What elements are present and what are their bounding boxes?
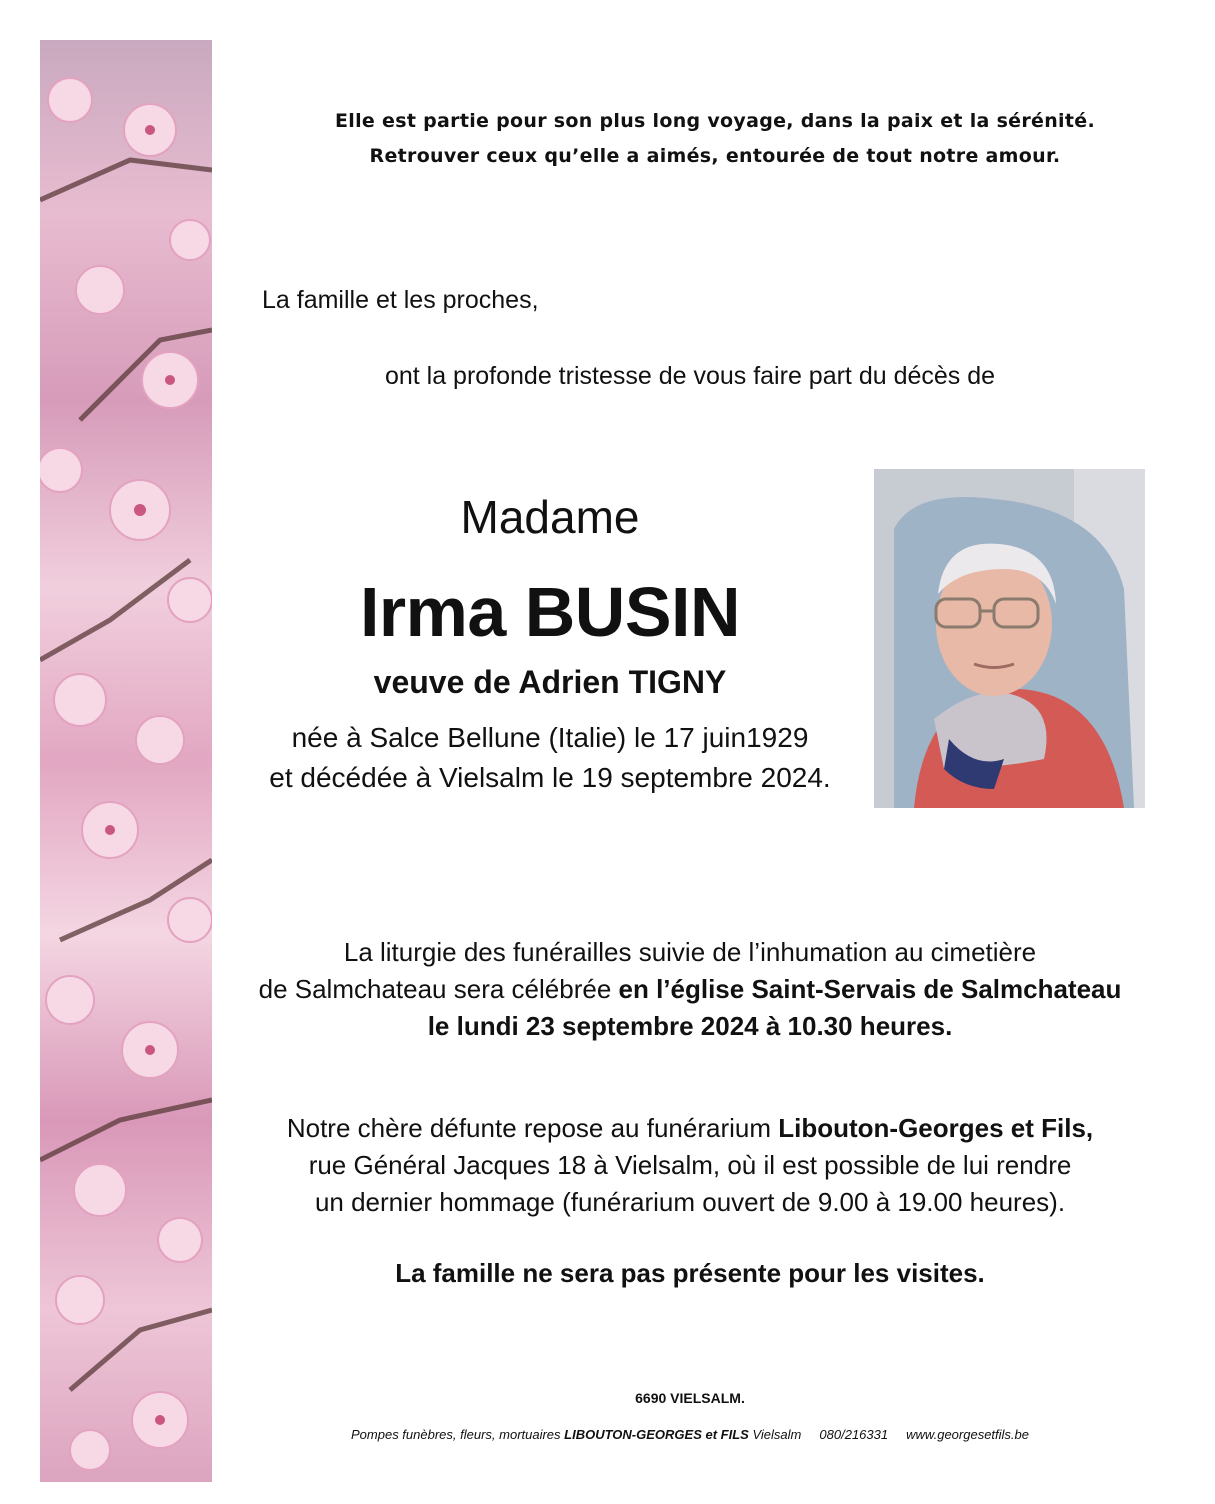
postal-address: 6690 VIELSALM.	[635, 1390, 745, 1406]
birth-death-info	[250, 718, 850, 798]
footer-text: Pompes funèbres, fleurs, mortuaires	[351, 1427, 565, 1442]
footer-company: LIBOUTON-GEORGES et FILS	[564, 1427, 749, 1442]
rest-line-3: un dernier hommage (funérarium ouvert de 9.00 à 19.00 heures).	[314, 1187, 1066, 1217]
rest-line-1	[240, 1110, 1140, 1147]
verse-line-1: Elle est partie pour son plus long voyage, dans la paix et la sérénité.	[335, 110, 1095, 132]
blossom-illustration	[40, 40, 212, 1482]
family-intro: La famille et les proches,	[262, 286, 539, 314]
rest-line-1-text: Notre chère défunte repose au funérarium	[286, 1113, 779, 1143]
liturgy-info	[240, 934, 1140, 1045]
footer-website[interactable]: www.georgesetfils.be	[906, 1427, 1029, 1442]
verse-line-2: Retrouver ceux qu’elle a aimés, entourée de tout notre amour.	[369, 145, 1061, 167]
deceased-title: Madame	[460, 491, 640, 543]
death-line: et décédée à Vielsalm le 19 septembre 2024.	[269, 762, 831, 793]
no-visits-notice: La famille ne sera pas présente pour les visites.	[395, 1258, 985, 1288]
announcement: ont la profonde tristesse de vous faire part du décès de	[384, 362, 996, 390]
birth-line: née à Salce Bellune (Italie) le 17 juin1929	[291, 722, 809, 753]
footer-phone: 080/216331	[819, 1427, 889, 1442]
verse	[250, 104, 1180, 174]
funerarium-name: Libouton-Georges et Fils,	[778, 1113, 1094, 1143]
deceased-photo	[874, 469, 1145, 808]
church-name: en l’église Saint-Servais de Salmchateau	[618, 974, 1122, 1004]
liturgy-datetime	[240, 1008, 1140, 1045]
footer-town: Vielsalm	[748, 1427, 802, 1442]
portrait-illustration	[874, 469, 1145, 808]
liturgy-line-1: La liturgie des funérailles suivie de l’inhumation au cimetière	[343, 937, 1037, 967]
funerarium-info	[240, 1110, 1140, 1221]
deceased-name: Irma BUSIN	[359, 573, 741, 651]
footer	[250, 1427, 1130, 1442]
rest-line-2: rue Général Jacques 18 à Vielsalm, où il est possible de lui rendre	[308, 1150, 1072, 1180]
liturgy-line-2-text: de Salmchateau sera célébrée	[258, 974, 619, 1004]
widow-of: veuve de Adrien TIGNY	[373, 664, 727, 700]
liturgy-line-2	[240, 971, 1140, 1008]
blossom-strip	[40, 40, 212, 1482]
funeral-datetime: le lundi 23 septembre 2024 à 10.30 heures.	[427, 1011, 953, 1041]
